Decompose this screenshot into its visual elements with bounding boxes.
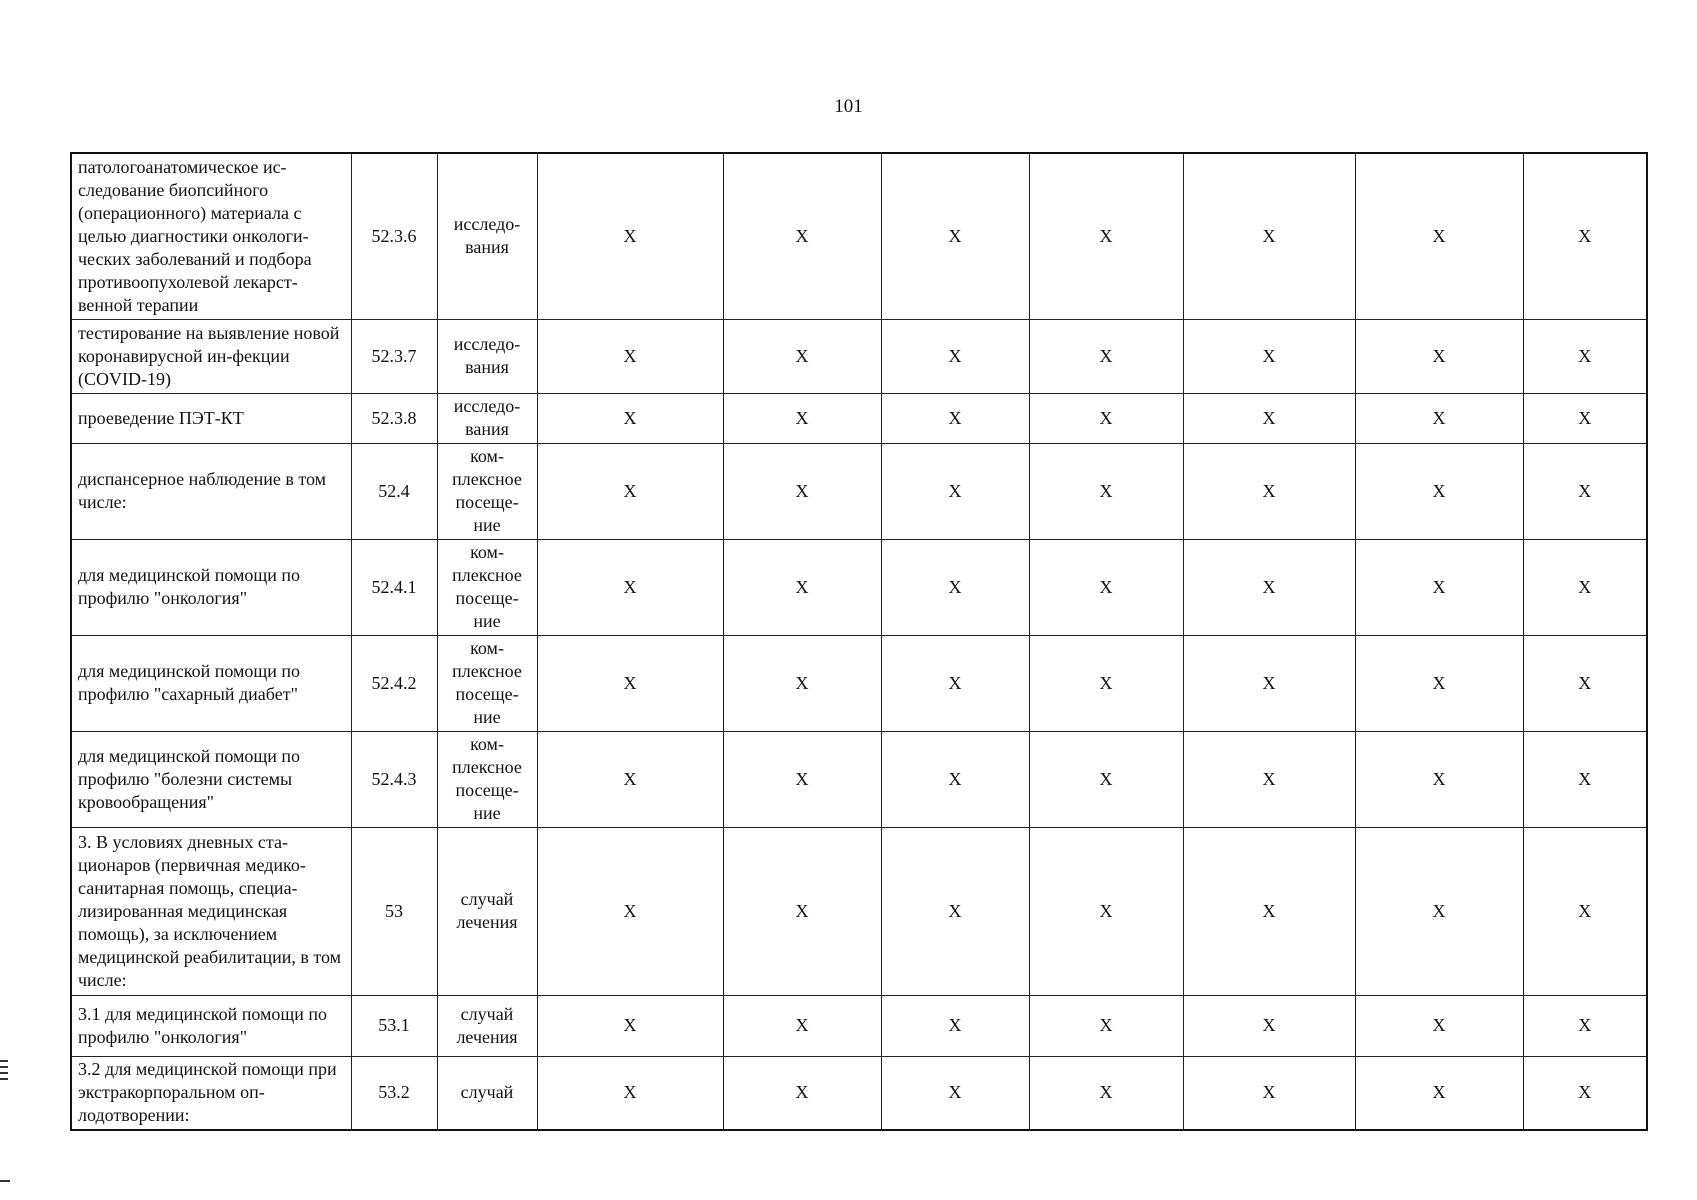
mark-cell: X [723, 539, 881, 635]
table-row [71, 319, 1647, 393]
row-code-cell: 52.4.3 [351, 731, 437, 827]
mark-cell: X [1183, 635, 1355, 731]
mark-cell: X [537, 995, 723, 1056]
mark-cell: X [1183, 319, 1355, 393]
mark-cell: X [1183, 393, 1355, 443]
row-name-cell: 3.1 для медицинской помощи по профилю "онкология" [71, 995, 351, 1056]
mark-cell: X [881, 1056, 1029, 1130]
mark-cell: X [1029, 539, 1183, 635]
mark-cell: X [1355, 1056, 1523, 1130]
row-code-cell: 52.4 [351, 443, 437, 539]
row-unit-cell: исследо-вания [437, 153, 537, 319]
row-unit-cell: ком-плексное посеще-ние [437, 539, 537, 635]
mark-cell: X [1523, 319, 1647, 393]
table-row [71, 995, 1647, 1056]
mark-cell: X [723, 153, 881, 319]
table-row [71, 153, 1647, 319]
mark-cell: X [1029, 635, 1183, 731]
mark-cell: X [881, 995, 1029, 1056]
mark-cell: X [1183, 1056, 1355, 1130]
row-unit-cell: случай лечения [437, 827, 537, 995]
mark-cell: X [1355, 635, 1523, 731]
row-code-cell: 52.3.8 [351, 393, 437, 443]
mark-cell: X [537, 1056, 723, 1130]
mark-cell: X [881, 153, 1029, 319]
row-code-cell: 53 [351, 827, 437, 995]
mark-cell: X [1029, 827, 1183, 995]
row-name-cell: для медицинской помощи по профилю "болезни системы кровообращения" [71, 731, 351, 827]
row-code-cell: 52.3.7 [351, 319, 437, 393]
row-name-cell: 3.2 для медицинской помощи при экстракорпоральном оп-лодотворении: [71, 1056, 351, 1130]
mark-cell: X [1523, 995, 1647, 1056]
mark-cell: X [537, 731, 723, 827]
margin-tick [0, 1066, 8, 1068]
margin-tick [0, 1072, 8, 1074]
mark-cell: X [723, 319, 881, 393]
row-unit-cell: исследо-вания [437, 319, 537, 393]
mark-cell: X [723, 635, 881, 731]
mark-cell: X [1029, 319, 1183, 393]
table-row [71, 443, 1647, 539]
mark-cell: X [723, 731, 881, 827]
mark-cell: X [1183, 731, 1355, 827]
mark-cell: X [1355, 443, 1523, 539]
mark-cell: X [1523, 539, 1647, 635]
mark-cell: X [1523, 393, 1647, 443]
row-name-cell: диспансерное наблюдение в том числе: [71, 443, 351, 539]
mark-cell: X [1183, 153, 1355, 319]
mark-cell: X [723, 827, 881, 995]
mark-cell: X [881, 731, 1029, 827]
mark-cell: X [1029, 731, 1183, 827]
mark-cell: X [1355, 319, 1523, 393]
mark-cell: X [723, 393, 881, 443]
mark-cell: X [1183, 443, 1355, 539]
mark-cell: X [1355, 827, 1523, 995]
mark-cell: X [537, 539, 723, 635]
row-name-cell: для медицинской помощи по профилю "онкология" [71, 539, 351, 635]
table-row [71, 393, 1647, 443]
mark-cell: X [1355, 539, 1523, 635]
table-row [71, 635, 1647, 731]
mark-cell: X [1523, 443, 1647, 539]
margin-dash [0, 1180, 10, 1182]
mark-cell: X [881, 393, 1029, 443]
row-name-cell: патологоанатомическое ис-следование биопсийного (операционного) материала с целью диагностики онкологи-ческих заболеваний и подбора противоопухолевой лекарст-венной терапии [71, 153, 351, 319]
mark-cell: X [881, 539, 1029, 635]
mark-cell: X [1029, 995, 1183, 1056]
table-row [71, 827, 1647, 995]
mark-cell: X [1355, 995, 1523, 1056]
binding-margin-marks [0, 1060, 10, 1084]
mark-cell: X [1183, 995, 1355, 1056]
mark-cell: X [537, 153, 723, 319]
margin-tick [0, 1078, 8, 1080]
table-row [71, 1056, 1647, 1130]
mark-cell: X [881, 827, 1029, 995]
mark-cell: X [1029, 393, 1183, 443]
mark-cell: X [723, 443, 881, 539]
mark-cell: X [537, 635, 723, 731]
row-name-cell: для медицинской помощи по профилю "сахарный диабет" [71, 635, 351, 731]
mark-cell: X [1183, 539, 1355, 635]
mark-cell: X [537, 319, 723, 393]
mark-cell: X [1523, 1056, 1647, 1130]
mark-cell: X [1355, 393, 1523, 443]
row-unit-cell: ком-плексное посеще-ние [437, 635, 537, 731]
row-unit-cell: ком-плексное посеще-ние [437, 731, 537, 827]
mark-cell: X [723, 1056, 881, 1130]
mark-cell: X [1355, 731, 1523, 827]
mark-cell: X [1523, 731, 1647, 827]
mark-cell: X [1029, 153, 1183, 319]
row-unit-cell: исследо-вания [437, 393, 537, 443]
mark-cell: X [881, 319, 1029, 393]
mark-cell: X [537, 827, 723, 995]
row-code-cell: 52.4.1 [351, 539, 437, 635]
row-code-cell: 52.3.6 [351, 153, 437, 319]
mark-cell: X [1523, 827, 1647, 995]
mark-cell: X [537, 393, 723, 443]
mark-cell: X [723, 995, 881, 1056]
mark-cell: X [1355, 153, 1523, 319]
mark-cell: X [1029, 1056, 1183, 1130]
mark-cell: X [881, 635, 1029, 731]
mark-cell: X [1523, 635, 1647, 731]
indicator-table [70, 152, 1648, 1131]
margin-tick [0, 1060, 8, 1062]
row-unit-cell: случай лечения [437, 995, 537, 1056]
mark-cell: X [1183, 827, 1355, 995]
table-row [71, 539, 1647, 635]
row-name-cell: проеведение ПЭТ-КТ [71, 393, 351, 443]
row-unit-cell: ком-плексное посеще-ние [437, 443, 537, 539]
row-code-cell: 53.2 [351, 1056, 437, 1130]
row-unit-cell: случай [437, 1056, 537, 1130]
row-name-cell: 3. В условиях дневных ста-ционаров (первичная медико-санитарная помощь, специа-лизированная медицинская помощь), за исключением медицинской реабилитации, в том числе: [71, 827, 351, 995]
page-number: 101 [834, 96, 863, 117]
mark-cell: X [1029, 443, 1183, 539]
row-code-cell: 53.1 [351, 995, 437, 1056]
table-row [71, 731, 1647, 827]
mark-cell: X [1523, 153, 1647, 319]
mark-cell: X [881, 443, 1029, 539]
row-name-cell: тестирование на выявление новой коронавирусной ин-фекции (COVID-19) [71, 319, 351, 393]
mark-cell: X [537, 443, 723, 539]
row-code-cell: 52.4.2 [351, 635, 437, 731]
